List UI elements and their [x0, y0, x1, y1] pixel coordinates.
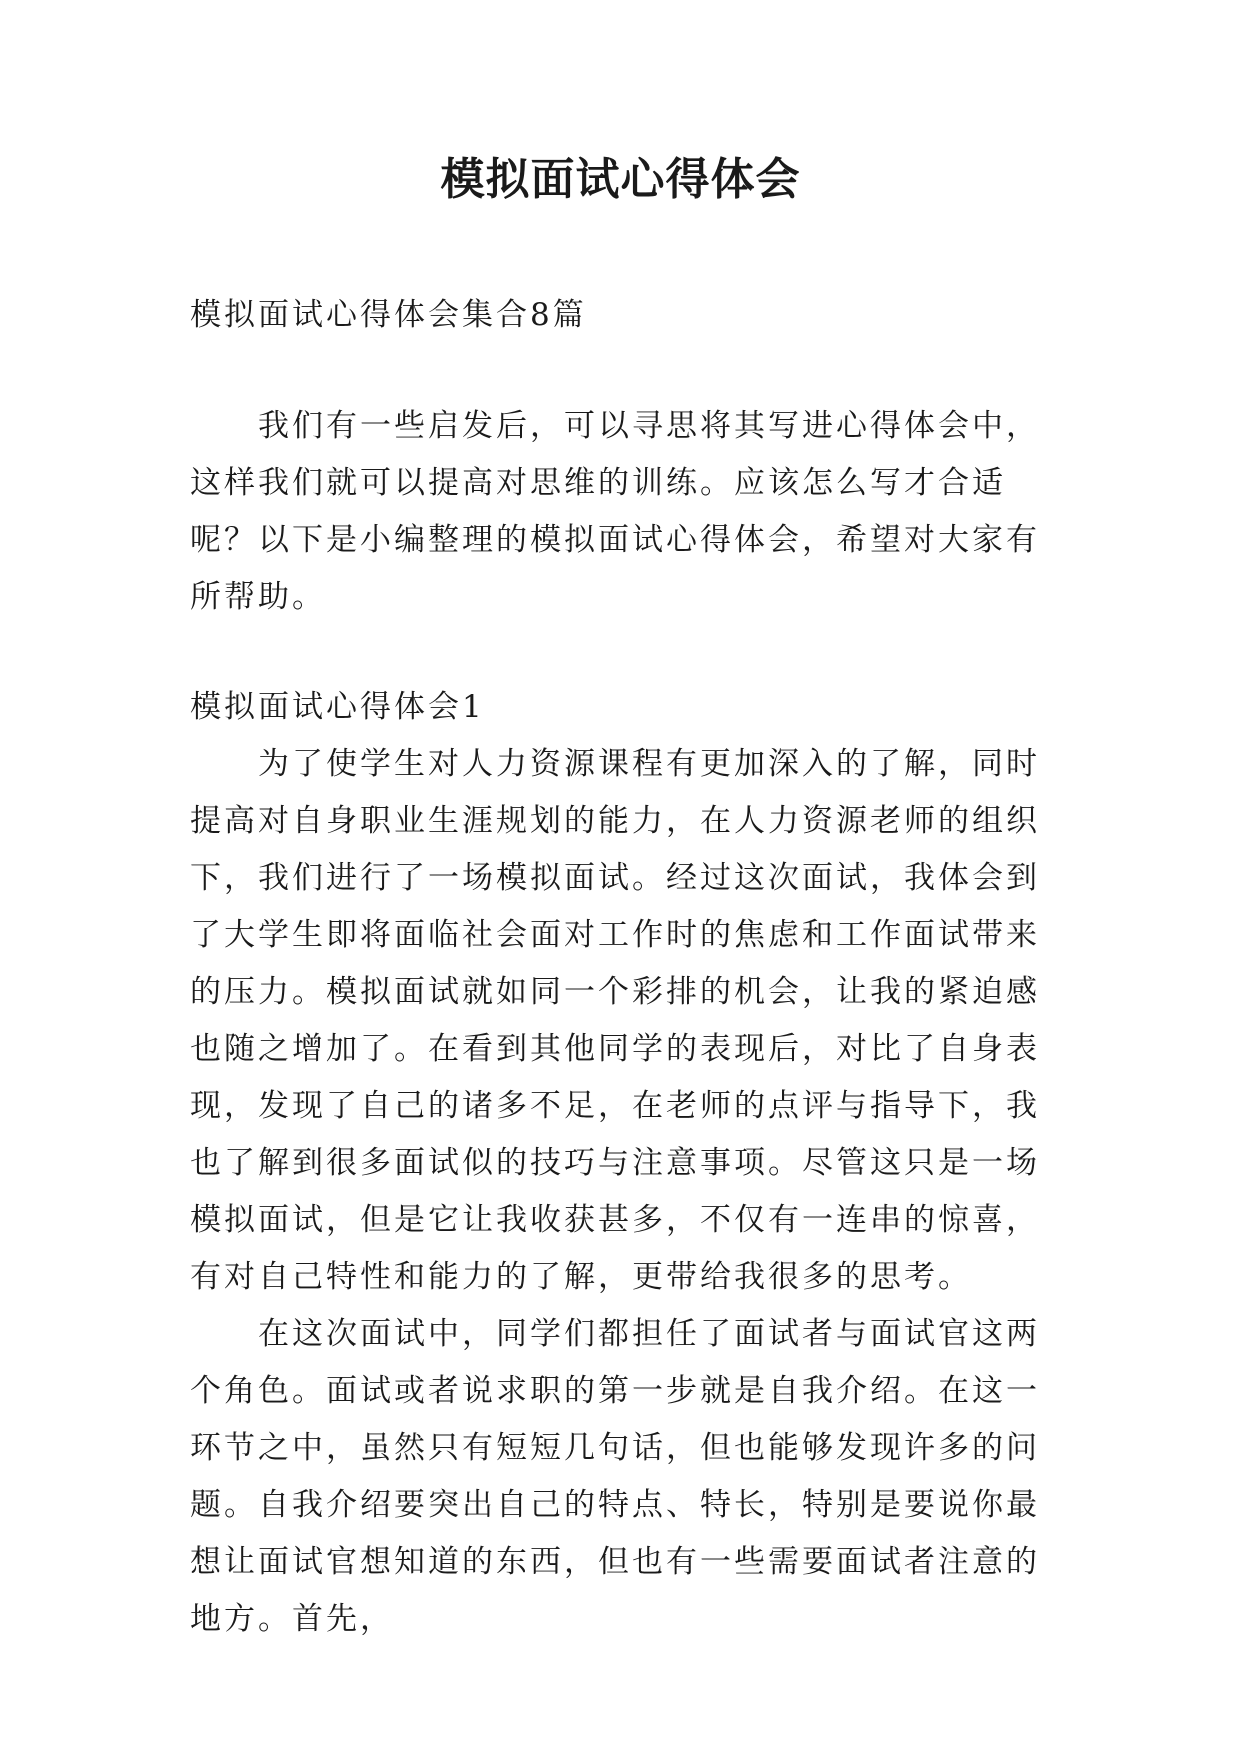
document-title: 模拟面试心得体会: [440, 154, 801, 205]
section-heading: 模拟面试心得体会1: [190, 689, 485, 725]
body-paragraph-2: 在这次面试中，同学们都担任了面试者与面试官这两个角色。面试或者说求职的第一步就是自我介绍。在这一环节之中，虽然只有短短几句话，但也能够发现许多的问题。自我介绍要突出自己的特点、特长，特别是要说你最想让面试官想知道的东西，但也有一些需要面试者注意的地方。首先，: [190, 1316, 1040, 1637]
body-paragraph-1: 为了使学生对人力资源课程有更加深入的了解，同时提高对自身职业生涯规划的能力，在人力资源老师的组织下，我们进行了一场模拟面试。经过这次面试，我体会到了大学生即将面临社会面对工作时的焦虑和工作面试带来的压力。模拟面试就如同一个彩排的机会，让我的紧迫感也随之增加了。在看到其他同学的表现后，对比了自身表现，发现了自己的诸多不足，在老师的点评与指导下，我也了解到很多面试似的技巧与注意事项。尽管这只是一场模拟面试，但是它让我收获甚多，不仅有一连串的惊喜，有对自己特性和能力的了解，更带给我很多的思考。: [190, 746, 1040, 1295]
document-body: [190, 287, 1060, 1648]
intro-paragraph: 我们有一些启发后，可以寻思将其写进心得体会中，这样我们就可以提高对思维的训练。应该怎么写才合适呢？以下是小编整理的模拟面试心得体会，希望对大家有所帮助。: [190, 408, 1040, 615]
document-subtitle: 模拟面试心得体会集合8篇: [190, 297, 587, 333]
